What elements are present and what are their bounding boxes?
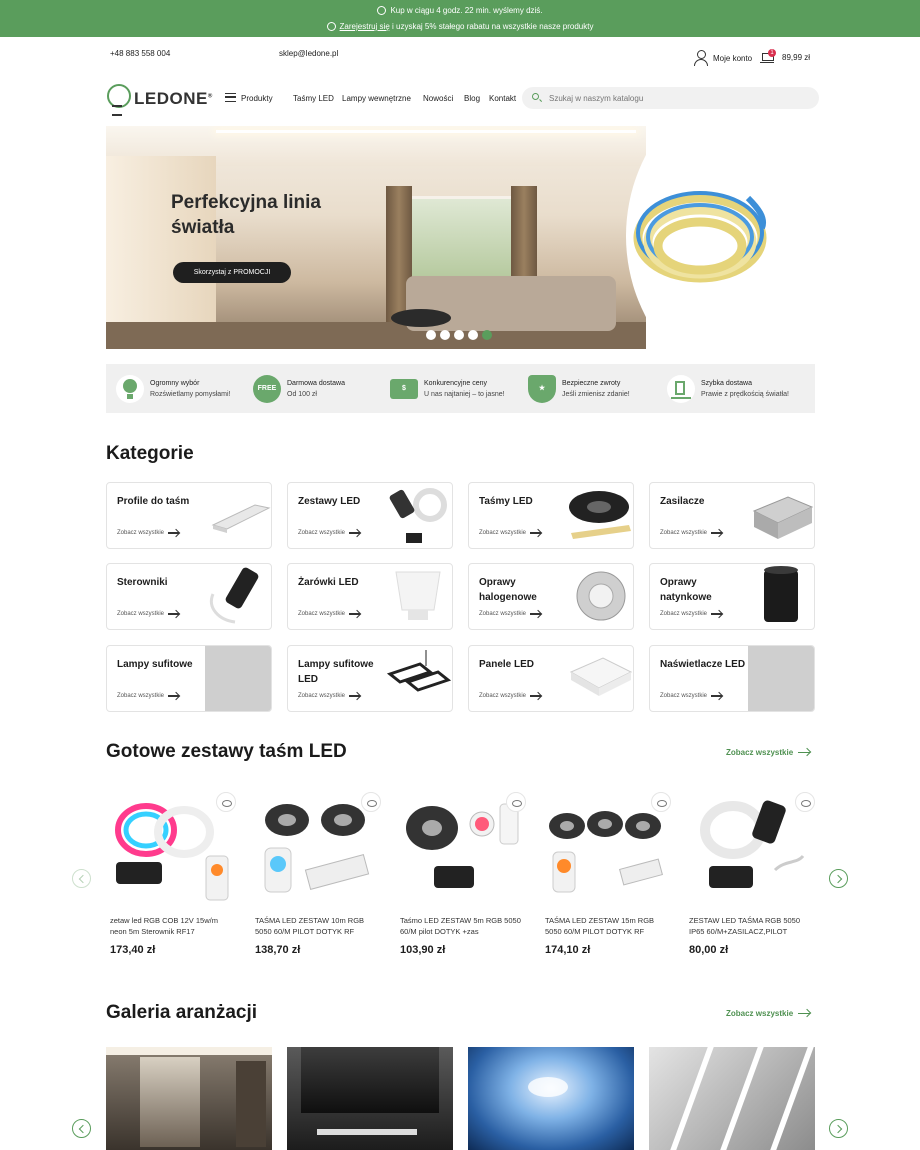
gallery-see-all-link[interactable]: Zobacz wszystkie (726, 1009, 810, 1018)
category-card-lampy-sufitowe[interactable]: Lampy sufitowe Zobacz wszystkie (106, 645, 272, 712)
arrow-right-icon (711, 695, 722, 696)
category-card-naswietlacze[interactable]: Naświetlacze LED Zobacz wszystkie (649, 645, 815, 712)
categories-title: Kategorie (106, 443, 194, 464)
category-card-zestawy[interactable]: Zestawy LED Zobacz wszystkie (287, 482, 453, 549)
feature-item: ★ Bezpieczne zwroty Jeśli zmienisz zdanie! (528, 374, 630, 404)
feature-item: Szybka dostawa Prawie z prędkością światła! (667, 374, 789, 404)
slider-dots (426, 330, 492, 340)
bulb-logo-icon (106, 84, 128, 114)
halogen-fixture-image (567, 564, 633, 630)
arrow-right-icon (168, 532, 179, 533)
bulb-icon (116, 375, 144, 403)
product-name[interactable]: TAŚMA LED ZESTAW 10m RGB 5050 60/M PILOT DOTYK RF (255, 916, 365, 936)
product-card[interactable] (106, 790, 236, 965)
account-link[interactable] (694, 50, 752, 66)
product-card[interactable] (685, 790, 815, 965)
products-see-all-link[interactable]: Zobacz wszystkie (726, 748, 810, 757)
gallery-image[interactable] (649, 1047, 815, 1150)
arrow-right-icon (168, 695, 179, 696)
bulb-image (386, 564, 452, 630)
slider-dot[interactable] (468, 330, 478, 340)
logo-text: LEDONE (134, 89, 208, 108)
product-card[interactable] (251, 790, 381, 965)
product-name[interactable]: TAŚMA LED ZESTAW 15m RGB 5050 60/M PILOT DOTYK RF (545, 916, 655, 936)
gallery-title: Galeria aranżacji (106, 1002, 258, 1023)
nav-item-nowosci[interactable]: Nowości (423, 94, 454, 103)
menu-icon[interactable] (225, 93, 236, 102)
arrow-right-icon (798, 1013, 810, 1014)
arrow-right-icon (349, 613, 360, 614)
feature-item: $ Konkurencyjne ceny U nas najtaniej – to jasne! (390, 374, 505, 404)
slider-dot[interactable] (454, 330, 464, 340)
gallery-image[interactable] (468, 1047, 634, 1150)
nav-item-tasmy-led[interactable]: Taśmy LED (293, 94, 334, 103)
logo[interactable] (106, 84, 213, 114)
arrow-right-icon (711, 532, 722, 533)
gallery-next-button[interactable] (829, 1119, 848, 1138)
led-strip-reel-image (628, 178, 768, 296)
product-image (251, 790, 381, 908)
category-card-zasilacze[interactable]: Zasilacze Zobacz wszystkie (649, 482, 815, 549)
quick-view-icon[interactable] (216, 792, 236, 812)
led-strip-image (567, 483, 633, 549)
profile-image (205, 483, 271, 549)
category-card-panele[interactable]: Panele LED Zobacz wszystkie (468, 645, 634, 712)
cart-total: 89,99 zł (782, 52, 811, 62)
category-card-sterowniki[interactable]: Sterowniki Zobacz wszystkie (106, 563, 272, 630)
product-image (685, 790, 815, 908)
clock-icon (377, 6, 386, 15)
product-name[interactable]: Taśmo LED ZESTAW 5m RGB 5050 60/M pilot DOTYK +zas (400, 916, 521, 936)
cart-count-badge: 1 (768, 49, 776, 57)
hero-title: Perfekcyjna linia światła (171, 192, 321, 238)
free-icon: FREE (253, 375, 281, 403)
arrow-right-icon (530, 695, 541, 696)
quick-view-icon[interactable] (361, 792, 381, 812)
email-link[interactable]: sklep@ledone.pl (279, 49, 339, 58)
led-panel-image (567, 646, 633, 712)
promo-bar (0, 0, 920, 37)
arrow-right-icon (349, 532, 360, 533)
nav-item-blog[interactable]: Blog (464, 94, 481, 103)
arrow-right-icon (349, 695, 360, 696)
search-input[interactable] (522, 87, 819, 109)
promo-button[interactable]: Skorzystaj z PROMOCJI (173, 262, 291, 283)
quick-view-icon[interactable] (506, 792, 526, 812)
arrow-right-icon (530, 532, 541, 533)
gallery-image[interactable] (287, 1047, 453, 1150)
account-label: Moje konto (713, 53, 753, 63)
promo-line-1: Kup w ciągu 4 godz. 22 min. wyślemy dziś. (390, 6, 543, 15)
product-price: 138,70 zł (255, 944, 301, 956)
user-icon (694, 50, 708, 66)
category-card-oprawy-natynkowe[interactable]: Oprawy natynkowe Zobacz wszystkie (649, 563, 815, 630)
feature-item: Ogromny wybór Rozświetlamy pomysłami! (116, 374, 231, 404)
placeholder-image (748, 646, 814, 712)
surface-fixture-image (748, 564, 814, 630)
ceiling-lamp-image (386, 646, 452, 712)
arrow-right-icon (711, 613, 722, 614)
category-card-zarowki[interactable]: Żarówki LED Zobacz wszystkie (287, 563, 453, 630)
category-card-lampy-sufitowe-led[interactable]: Lampy sufitowe LED Zobacz wszystkie (287, 645, 453, 712)
arrow-right-icon (168, 613, 179, 614)
products-next-button[interactable] (829, 869, 848, 888)
slider-dot-active[interactable] (482, 330, 492, 340)
quick-view-icon[interactable] (795, 792, 815, 812)
category-card-oprawy-halogenowe[interactable]: Oprawy halogenowe Zobacz wszystkie (468, 563, 634, 630)
hero-banner[interactable] (106, 126, 815, 349)
product-price: 80,00 zł (689, 944, 729, 956)
features-bar (106, 364, 815, 413)
phone-number[interactable]: +48 883 558 004 (110, 49, 171, 58)
product-image (541, 790, 671, 908)
product-name[interactable]: zetaw led RGB COB 12V 15w/m neon 5m Sterownik RF17 (110, 916, 218, 936)
slider-dot[interactable] (440, 330, 450, 340)
logo-mark: ® (207, 93, 213, 100)
shield-icon: ★ (528, 375, 556, 403)
user-icon (327, 22, 336, 31)
feature-item: FREE Darmowa dostawa Od 100 zł (253, 374, 345, 404)
product-card[interactable] (541, 790, 671, 965)
arrow-right-icon (530, 613, 541, 614)
product-price: 103,90 zł (400, 944, 446, 956)
product-name[interactable]: ZESTAW LED TAŚMA RGB 5050 IP65 60/M+ZASILACZ,PILOT (689, 916, 801, 936)
product-card[interactable] (396, 790, 526, 965)
promo-line-2: i uzyskaj 5% stałego rabatu na wszystkie nasze produkty (389, 22, 594, 31)
gallery-image[interactable] (106, 1047, 272, 1150)
gallery-prev-button[interactable] (72, 1119, 91, 1138)
money-icon: $ (390, 379, 418, 399)
arrow-right-icon (798, 752, 810, 753)
nav-item-lampy-wewnetrzne[interactable]: Lampy wewnętrzne (342, 94, 411, 103)
delivery-icon (667, 375, 695, 403)
quick-view-icon[interactable] (651, 792, 671, 812)
product-price: 173,40 zł (110, 944, 156, 956)
product-price: 174,10 zł (545, 944, 591, 956)
slider-dot[interactable] (426, 330, 436, 340)
products-title: Gotowe zestawy taśm LED (106, 741, 347, 762)
register-link[interactable]: Zarejestruj się (339, 22, 390, 31)
nav-products[interactable]: Produkty (241, 94, 273, 103)
category-card-tasmy[interactable]: Taśmy LED Zobacz wszystkie (468, 482, 634, 549)
products-prev-button[interactable] (72, 869, 91, 888)
search-icon[interactable] (532, 93, 539, 100)
product-image (396, 790, 526, 908)
nav-item-kontakt[interactable]: Kontakt (489, 94, 517, 103)
controller-image (205, 564, 271, 630)
power-supply-image (748, 483, 814, 549)
placeholder-image (205, 646, 271, 712)
product-image (106, 790, 236, 908)
led-kit-image (386, 483, 452, 549)
category-card-profile[interactable]: Profile do taśm Zobacz wszystkie (106, 482, 272, 549)
